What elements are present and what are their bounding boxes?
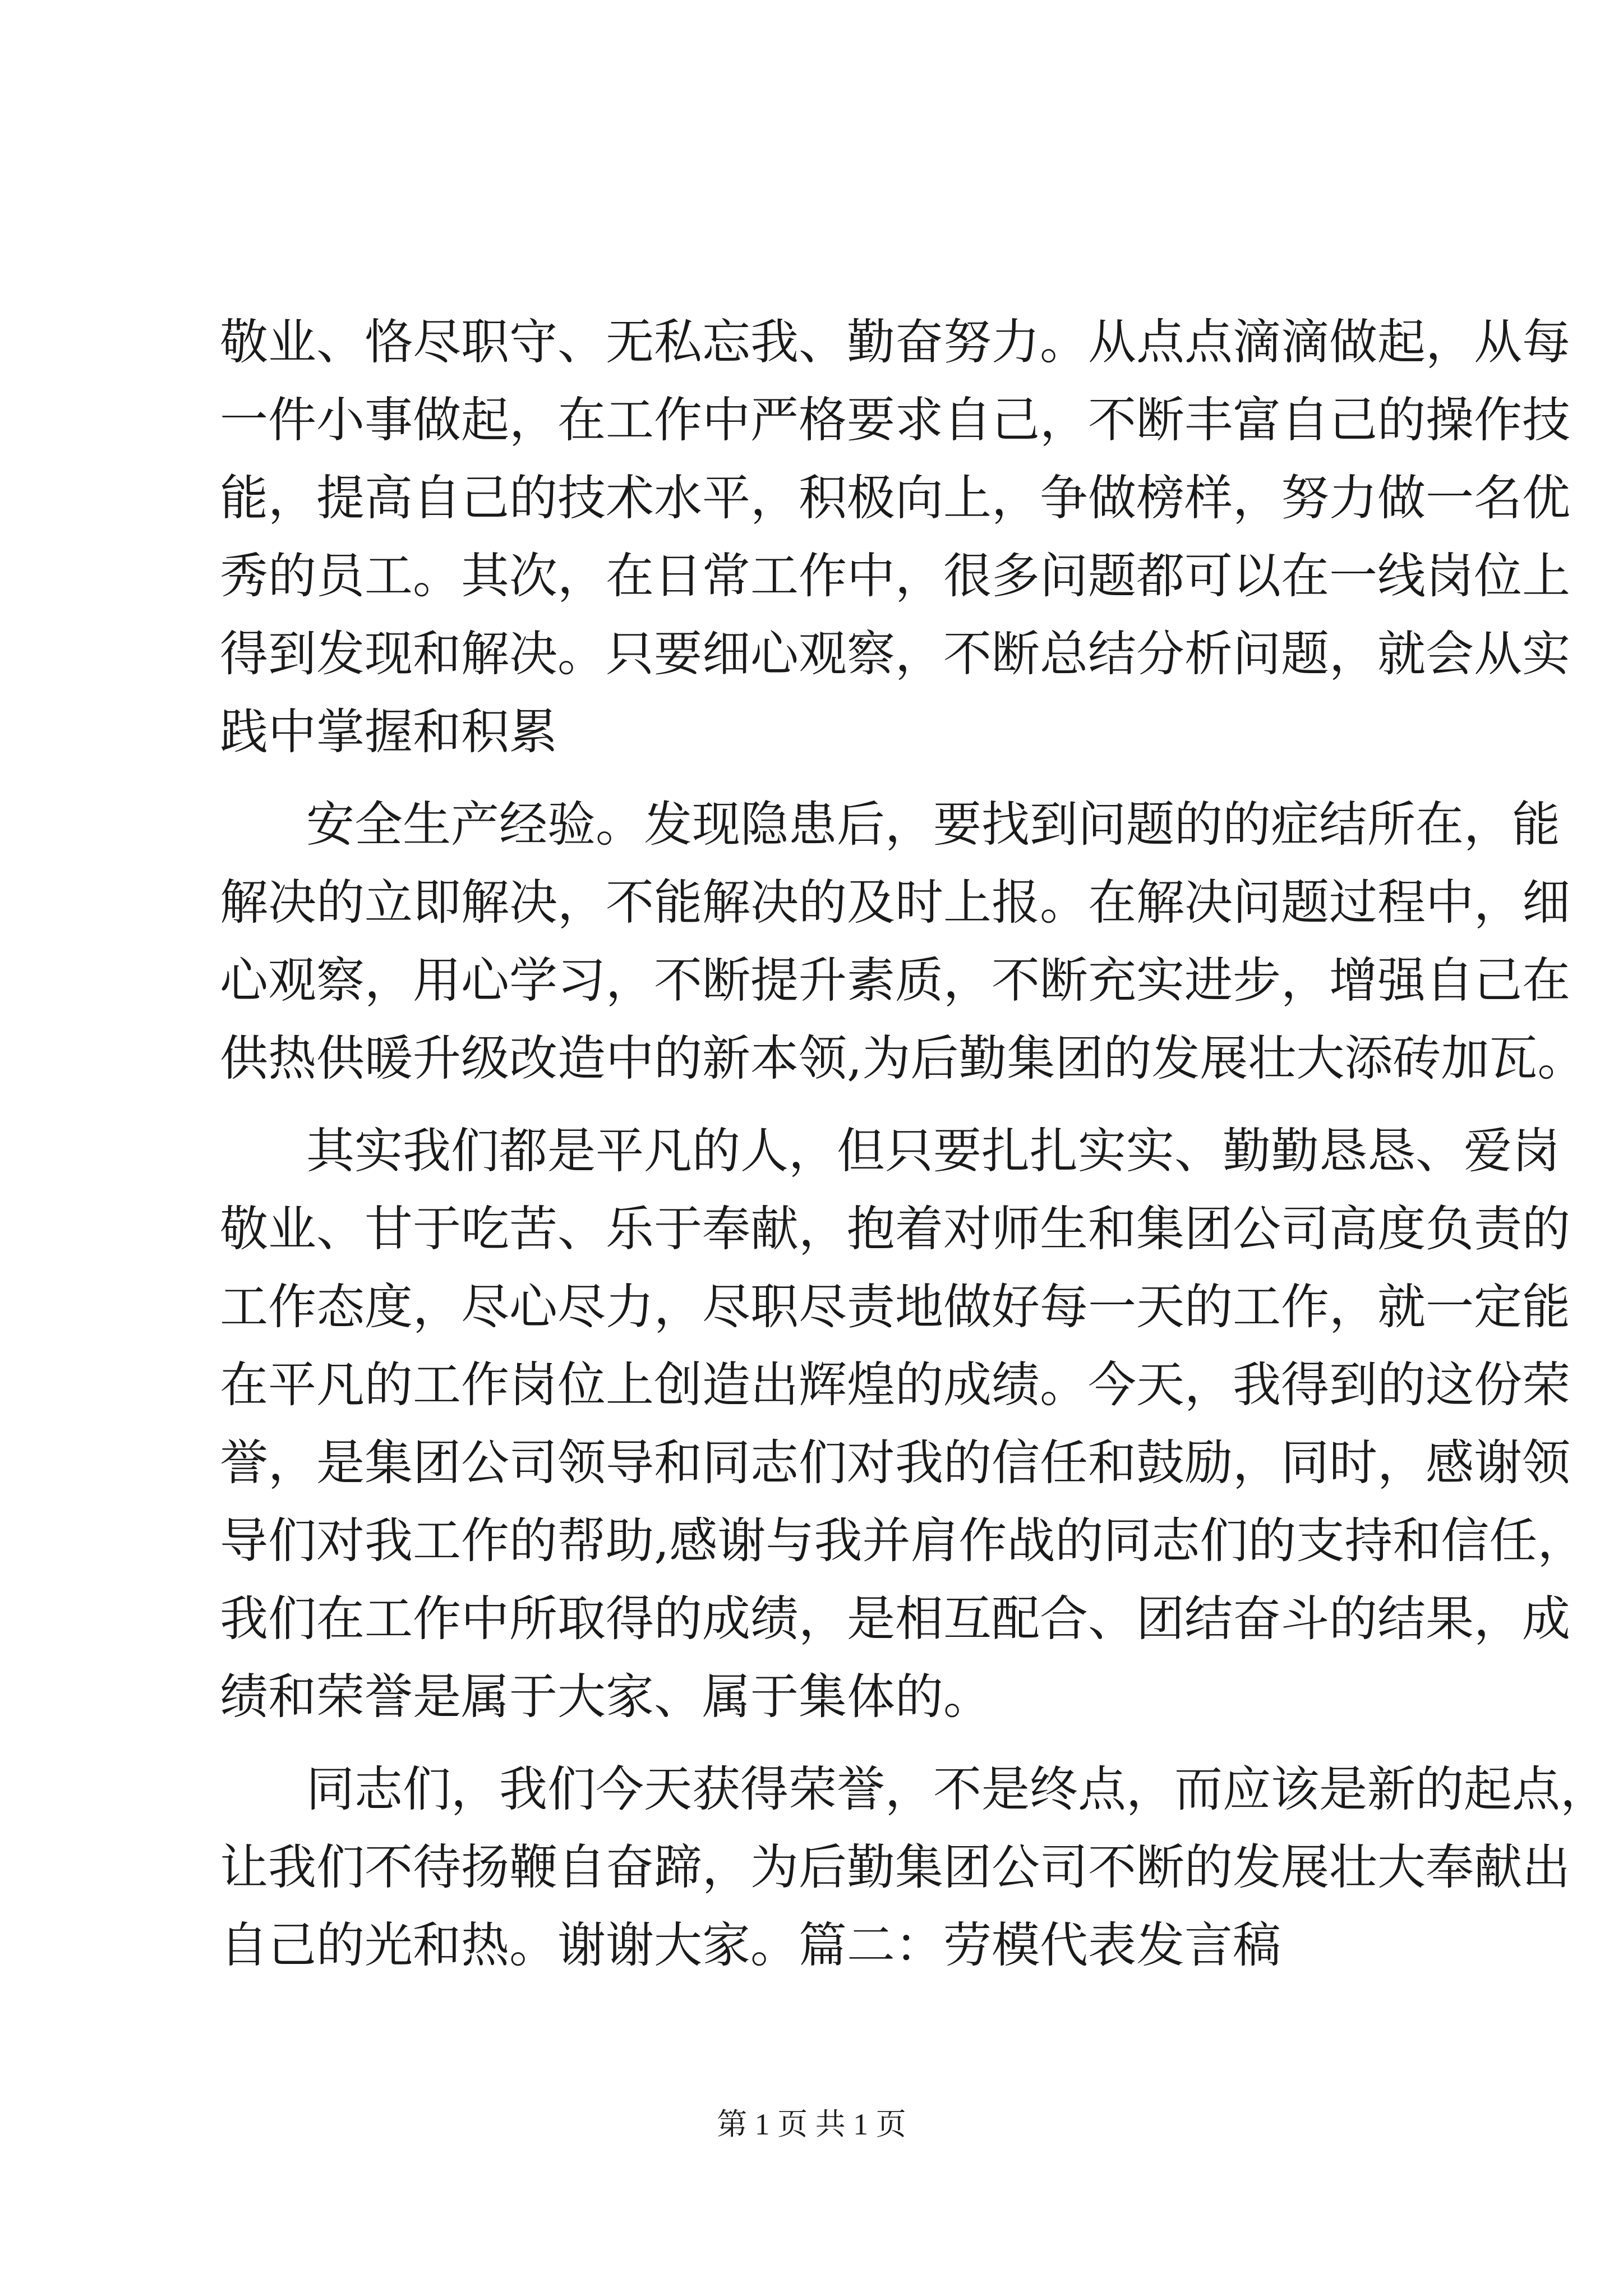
text-line: 让我们不待扬鞭自奋蹄，为后勤集团公司不断的发展壮大奉献出	[220, 1839, 1570, 1895]
text-line: 我们在工作中所取得的成绩，是相互配合、团结奋斗的结果，成	[220, 1591, 1570, 1647]
text-line: 心观察，用心学习，不断提升素质，不断充实进步，增强自己在	[220, 953, 1570, 1009]
text-line: 绩和荣誉是属于大家、属于集体的。	[220, 1669, 992, 1725]
text-line: 在平凡的工作岗位上创造出辉煌的成绩。今天，我得到的这份荣	[220, 1357, 1570, 1413]
text-line: 誉，是集团公司领导和同志们对我的信任和鼓励，同时，感谢领	[220, 1435, 1570, 1491]
text-line: 其实我们都是平凡的人，但只要扎扎实实、勤勤恳恳、爱岗	[306, 1123, 1560, 1179]
text-line: 秀的员工。其次，在日常工作中，很多问题都可以在一线岗位上	[220, 548, 1570, 604]
text-line: 安全生产经验。发现隐患后，要找到问题的的症结所在，能	[306, 797, 1560, 853]
text-line: 得到发现和解决。只要细心观察，不断总结分析问题，就会从实	[220, 626, 1570, 682]
text-line: 一件小事做起，在工作中严格要求自己，不断丰富自己的操作技	[220, 392, 1570, 448]
text-line: 自己的光和热。谢谢大家。篇二：劳模代表发言稿	[220, 1917, 1281, 1973]
page-number-footer: 第 1 页 共 1 页	[717, 2108, 906, 2141]
text-line: 解决的立即解决，不能解决的及时上报。在解决问题过程中，细	[220, 875, 1570, 931]
text-line: 敬业、甘于吃苦、乐于奉献，抱着对师生和集团公司高度负责的	[220, 1201, 1570, 1257]
text-line: 工作态度，尽心尽力，尽职尽责地做好每一天的工作，就一定能	[220, 1279, 1570, 1335]
text-line: 践中掌握和积累	[220, 704, 557, 760]
text-line: 能，提高自己的技术水平，积极向上，争做榜样，努力做一名优	[220, 470, 1570, 526]
text-line: 敬业、恪尽职守、无私忘我、勤奋努力。从点点滴滴做起，从每	[220, 314, 1570, 370]
text-line: 导们对我工作的帮助,感谢与我并肩作战的同志们的支持和信任，	[220, 1513, 1586, 1569]
text-line: 供热供暖升级改造中的新本领,为后勤集团的发展壮大添砖加瓦。	[220, 1030, 1586, 1087]
text-line: 同志们，我们今天获得荣誉，不是终点，而应该是新的起点，	[306, 1761, 1608, 1818]
